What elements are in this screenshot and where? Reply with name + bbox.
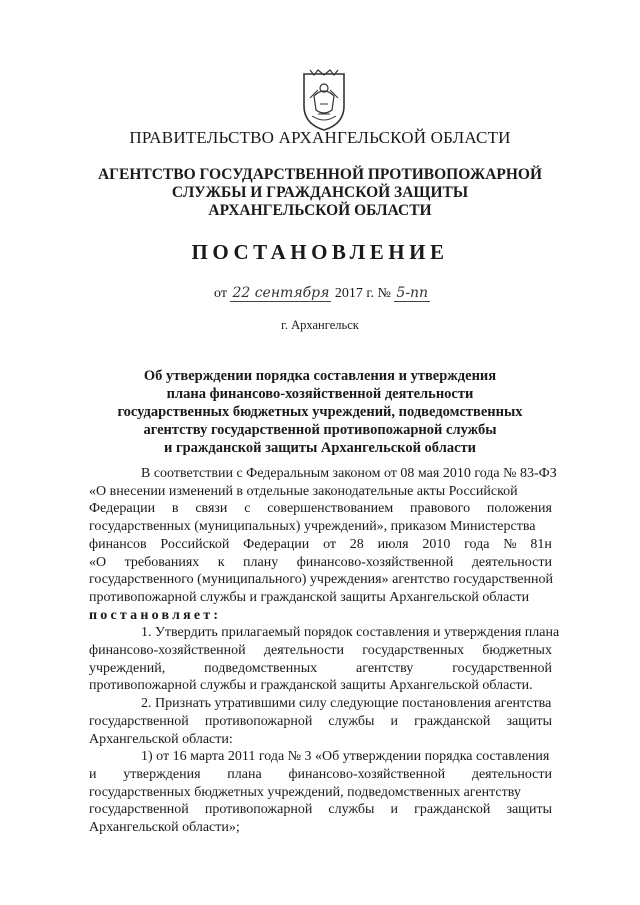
subject-line: агентству государственной противопожарной службы [143,422,497,438]
text-fragment: подведомственных [204,660,318,676]
item-1-paragraph [89,624,560,695]
text-fragment: 2010 [422,536,451,552]
text-fragment: и [390,802,399,818]
text-fragment: к [217,554,225,570]
text-fragment: противопожарной [204,802,313,818]
text-fragment: 2. Признать утратившими силу следующие постановления агентства [141,696,552,712]
text-line [89,766,552,784]
text-line [89,819,552,837]
text-fragment: государственных (муниципальных) учреждений», приказом Министерства [89,519,536,535]
text-fragment: Федерации [89,501,156,517]
text-fragment: «О внесении изменений в отдельные законодательные акты Российской [89,483,518,499]
resolves-word: постановляет: [89,607,222,623]
text-fragment: правового [409,501,471,517]
text-line [89,660,552,678]
document-type: ПОСТАНОВЛЕНИЕ [191,240,449,264]
text-fragment: государственной [452,660,552,676]
preamble-paragraph [89,465,557,607]
text-fragment: службы [328,802,375,818]
text-fragment: и [390,713,399,729]
text-line [89,713,552,731]
text-fragment: № [503,536,517,552]
text-fragment: в [171,501,179,517]
text-fragment: деятельности [263,643,345,659]
text-line [89,748,552,766]
subject-line: плана финансово-хозяйственной деятельности [166,386,474,402]
text-line [89,624,560,642]
text-fragment: «О [89,554,107,570]
text-line [89,784,552,802]
text-fragment: года [464,536,490,552]
text-fragment: 28 [349,536,364,552]
text-fragment: связи [195,501,228,517]
text-fragment: от [323,536,336,552]
text-line [89,589,552,607]
text-fragment: положения [486,501,552,517]
subject-line: и гражданской защиты Архангельской области [164,440,476,456]
text-fragment: государственного (муниципального) учреждения» агентство государственной [89,572,553,588]
text-line [89,500,552,518]
text-fragment: плана [227,766,262,782]
text-fragment: июля [377,536,409,552]
text-fragment: плану [243,554,279,570]
subject-line: Об утверждении порядка составления и утверждения [143,368,497,384]
text-fragment: противопожарной службы и гражданской защиты Архангельской области. [89,678,533,694]
text-fragment: деятельности [471,554,552,570]
text-fragment: гражданской [414,802,491,818]
text-fragment: В соответствии с Федеральным законом от 08 мая 2010 года № 83-ФЗ [141,466,557,481]
text-fragment: с [244,501,251,517]
text-fragment: учреждений, [89,660,166,676]
text-line [89,695,552,713]
text-line [89,731,552,749]
subject-line: государственных бюджетных учреждений, подведомственных [117,404,523,420]
text-fragment: Федерации [243,536,310,552]
resolves-line [89,607,552,625]
text-fragment: требованиях [124,554,200,570]
handwritten-number: 5-пп [396,285,429,301]
text-fragment: государственной [89,802,189,818]
text-fragment: Российской [160,536,230,552]
text-fragment: утверждения [123,766,201,782]
text-fragment: гражданской [414,713,491,729]
handwritten-date: 22 сентября [232,285,330,301]
text-fragment: финансов [89,536,147,552]
coat-of-arms-icon [300,68,348,132]
text-fragment: финансово-хозяйственной [296,554,454,570]
text-fragment: 1) от 16 марта 2011 года № 3 «Об утверждении порядка составления [141,749,550,765]
text-fragment: защиты [506,713,552,729]
text-line [89,571,552,589]
number-prefix: № [377,286,391,301]
text-fragment: Архангельской области»; [89,820,240,836]
agency-title [0,166,640,220]
agency-line: СЛУЖБЫ И ГРАЖДАНСКОЙ ЗАЩИТЫ [171,184,469,201]
text-fragment: 1. Утвердить прилагаемый порядок составления и утверждения плана [141,625,560,641]
text-fragment: противопожарной службы и гражданской защиты Архангельской области [89,589,530,605]
text-line [89,465,557,483]
text-fragment: финансово-хозяйственной [288,766,446,782]
government-title: ПРАВИТЕЛЬСТВО АРХАНГЕЛЬСКОЙ ОБЛАСТИ [129,128,511,147]
item-2-1-paragraph [89,748,552,837]
text-line [89,642,552,660]
text-fragment: и [89,766,97,782]
text-fragment: совершенствованием [267,501,394,517]
text-fragment: государственных бюджетных учреждений, подведомственных агентству [89,784,521,800]
date-number-line [214,285,430,302]
subject-title [0,367,640,457]
date-prefix: от [214,286,227,301]
text-fragment: противопожарной [204,713,313,729]
text-line [89,801,552,819]
document-body [89,465,560,837]
text-fragment: финансово-хозяйственной [89,643,246,659]
item-2-paragraph [89,695,552,748]
year: 2017 г. [334,286,375,301]
text-line [89,536,552,554]
agency-line: АРХАНГЕЛЬСКОЙ ОБЛАСТИ [208,202,432,219]
text-line [89,677,552,695]
text-fragment: Архангельской области: [89,731,233,747]
text-line [89,518,552,536]
text-fragment: службы [328,713,375,729]
city: г. Архангельск [281,318,359,332]
text-fragment: деятельности [471,766,552,782]
text-line [89,483,552,501]
text-fragment: бюджетных [482,643,552,659]
text-fragment: государственной [89,713,189,729]
text-fragment: защиты [506,802,552,818]
text-line [89,554,552,572]
text-fragment: 81н [530,536,552,552]
text-fragment: государственных [362,643,464,659]
text-fragment: агентству [356,660,414,676]
agency-line: АГЕНТСТВО ГОСУДАРСТВЕННОЙ ПРОТИВОПОЖАРНОЙ [97,166,543,183]
